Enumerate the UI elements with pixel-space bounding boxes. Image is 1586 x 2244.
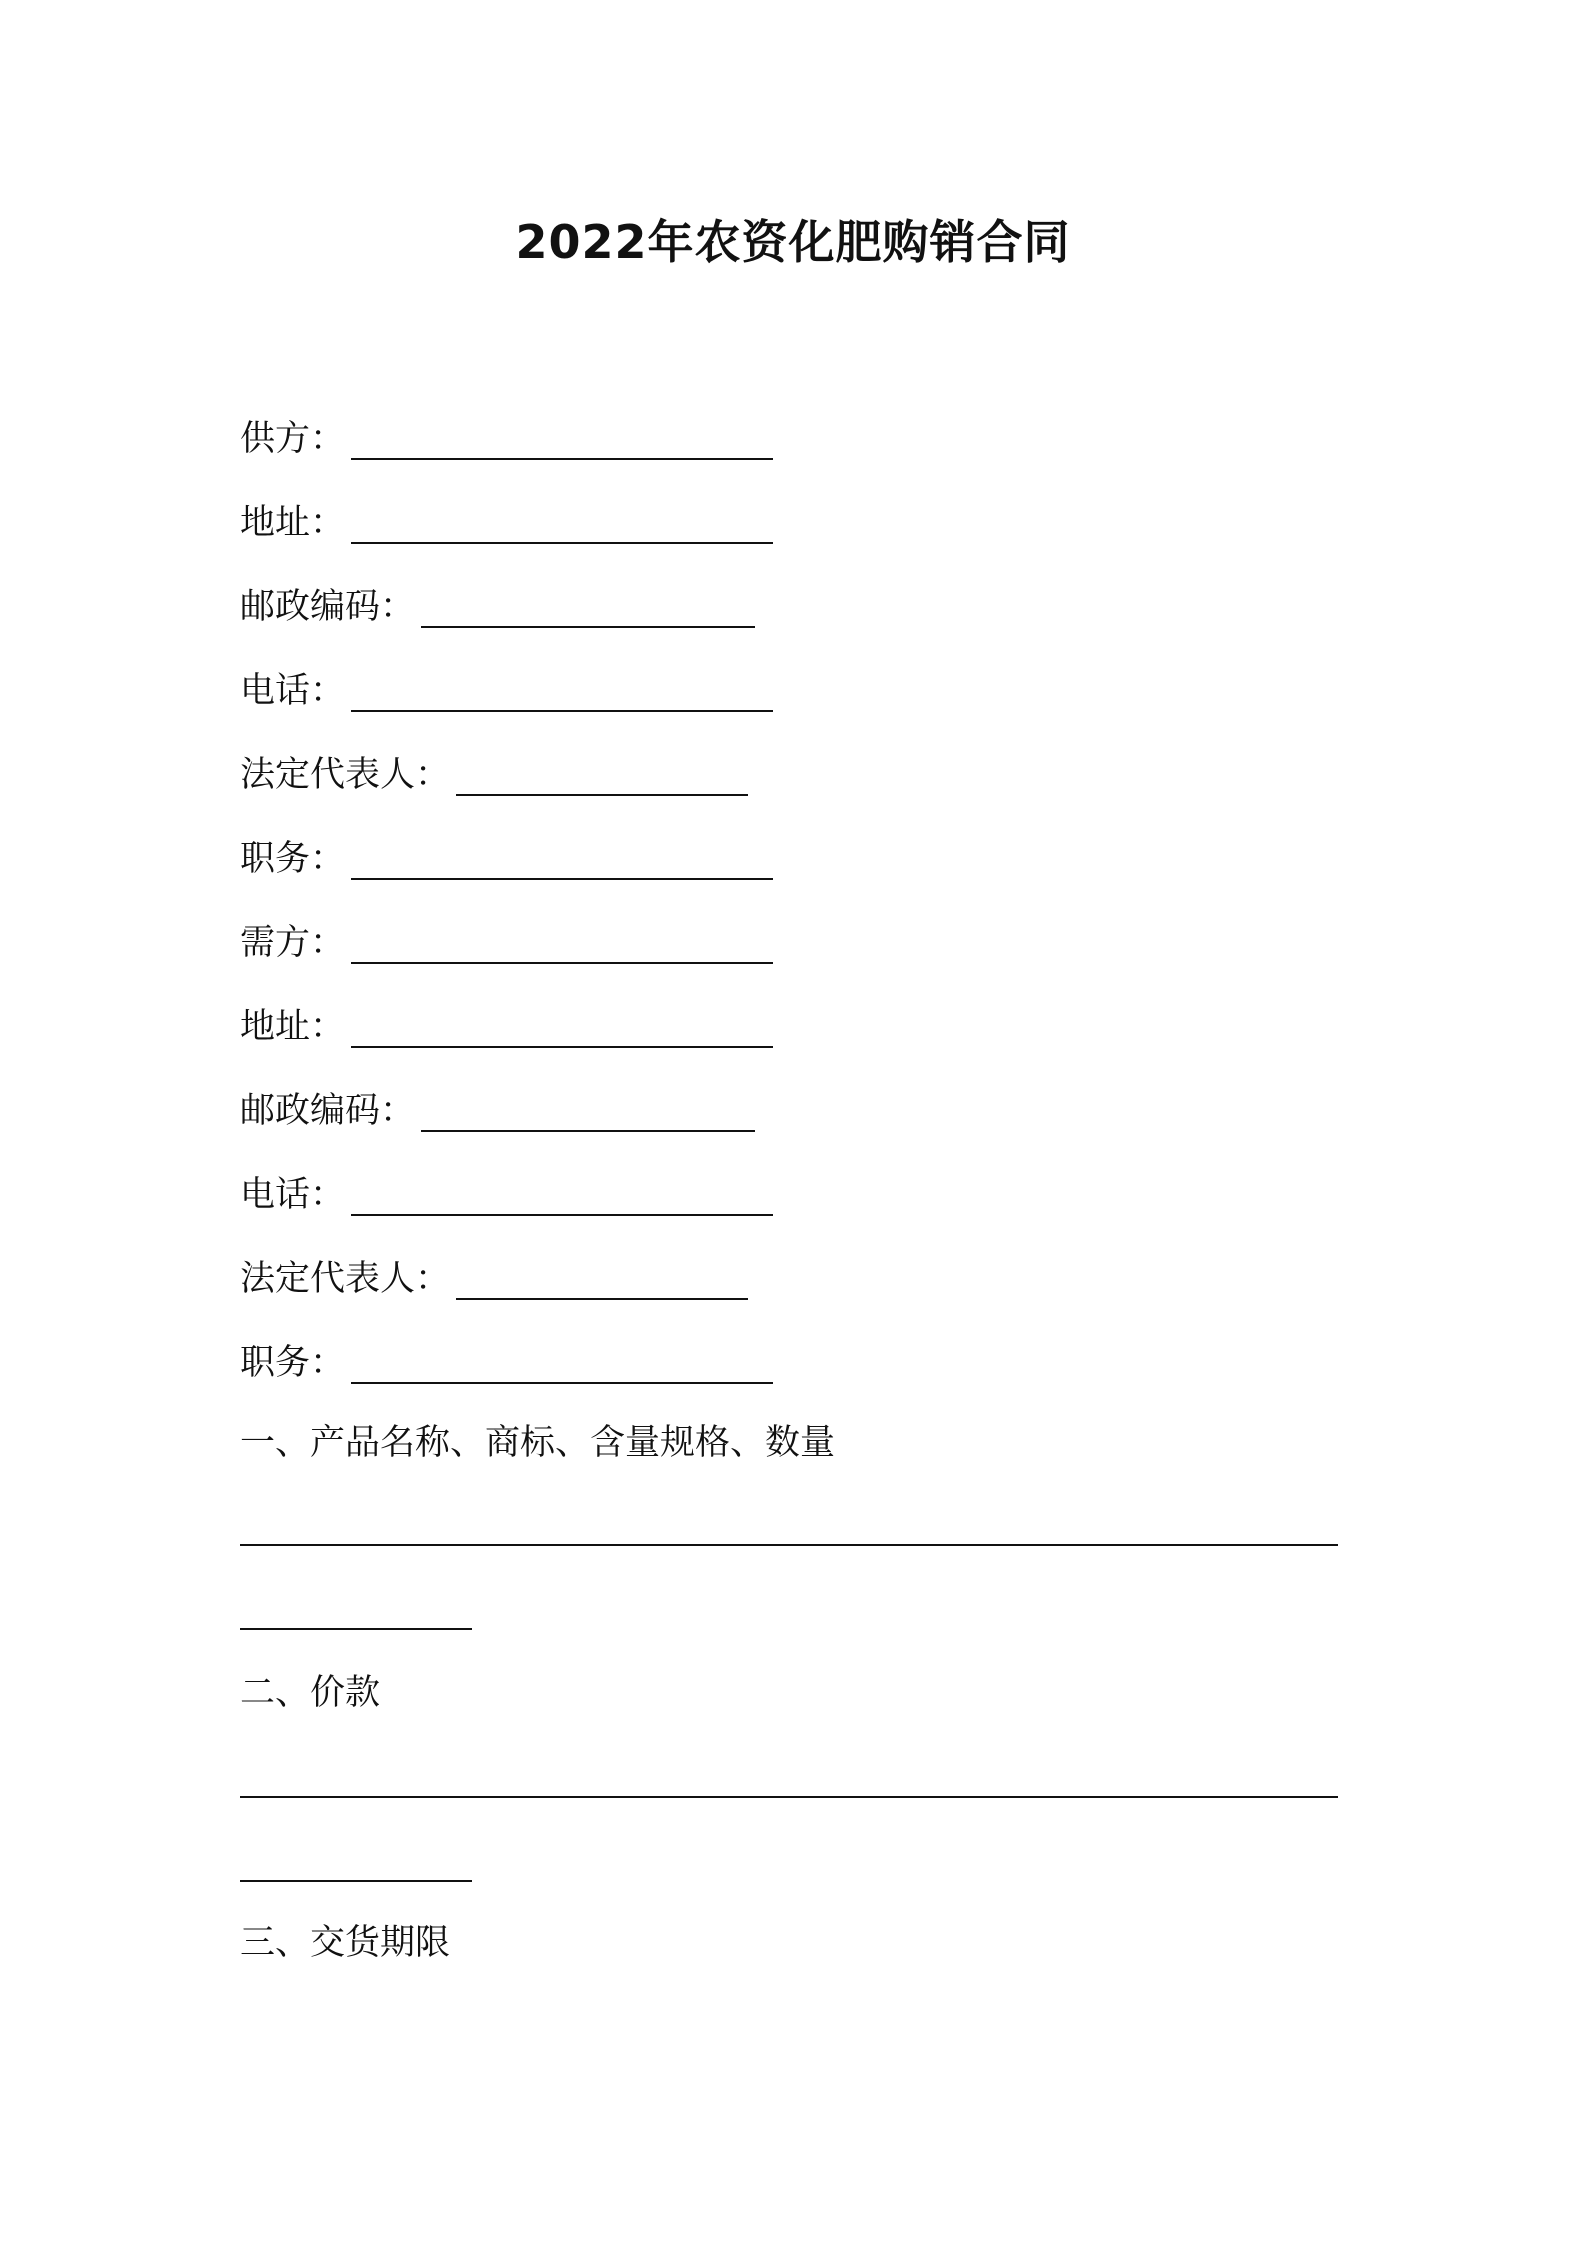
buyer-phone-field bbox=[240, 1170, 773, 1220]
supplier-address-label: 地址： bbox=[240, 503, 346, 543]
supplier-legal-rep-field bbox=[240, 750, 748, 800]
buyer-address-blank[interactable] bbox=[351, 998, 773, 1048]
supplier-position-field bbox=[240, 834, 773, 884]
supplier-party-blank[interactable] bbox=[351, 410, 773, 460]
section-products-fill-line-2[interactable] bbox=[240, 1628, 472, 1630]
buyer-postcode-field bbox=[240, 1086, 755, 1136]
section-products-fill-line-1[interactable] bbox=[240, 1544, 1338, 1546]
supplier-phone-blank[interactable] bbox=[351, 662, 773, 712]
supplier-position-label: 职务： bbox=[240, 839, 346, 879]
supplier-postcode-field bbox=[240, 582, 755, 632]
supplier-postcode-blank[interactable] bbox=[421, 578, 755, 628]
buyer-legal-rep-label: 法定代表人： bbox=[240, 1259, 451, 1299]
supplier-address-field bbox=[240, 498, 773, 548]
buyer-position-label: 职务： bbox=[240, 1343, 346, 1383]
section-heading-products: 一、产品名称、商标、含量规格、数量 bbox=[240, 1423, 836, 1463]
section-heading-delivery: 三、交货期限 bbox=[240, 1923, 451, 1963]
document-title: 2022年农资化肥购销合同 bbox=[515, 215, 1071, 269]
buyer-address-label: 地址： bbox=[240, 1007, 346, 1047]
supplier-legal-rep-label: 法定代表人： bbox=[240, 755, 451, 795]
buyer-legal-rep-field bbox=[240, 1254, 748, 1304]
buyer-party-blank[interactable] bbox=[351, 914, 773, 964]
supplier-party-field bbox=[240, 414, 773, 464]
buyer-postcode-blank[interactable] bbox=[421, 1082, 755, 1132]
buyer-address-field bbox=[240, 1002, 773, 1052]
supplier-postcode-label: 邮政编码： bbox=[240, 587, 416, 627]
buyer-position-field bbox=[240, 1338, 773, 1388]
supplier-address-blank[interactable] bbox=[351, 494, 773, 544]
supplier-position-blank[interactable] bbox=[351, 830, 773, 880]
buyer-party-field bbox=[240, 918, 773, 968]
section-price-fill-line-1[interactable] bbox=[240, 1796, 1338, 1798]
section-price-fill-line-2[interactable] bbox=[240, 1880, 472, 1882]
section-heading-price: 二、价款 bbox=[240, 1673, 381, 1713]
buyer-phone-label: 电话： bbox=[240, 1175, 346, 1215]
supplier-party-label: 供方： bbox=[240, 419, 346, 459]
supplier-legal-rep-blank[interactable] bbox=[456, 746, 748, 796]
buyer-legal-rep-blank[interactable] bbox=[456, 1250, 748, 1300]
supplier-phone-field bbox=[240, 666, 773, 716]
buyer-postcode-label: 邮政编码： bbox=[240, 1091, 416, 1131]
buyer-party-label: 需方： bbox=[240, 923, 346, 963]
buyer-phone-blank[interactable] bbox=[351, 1166, 773, 1216]
supplier-phone-label: 电话： bbox=[240, 671, 346, 711]
buyer-position-blank[interactable] bbox=[351, 1334, 773, 1384]
